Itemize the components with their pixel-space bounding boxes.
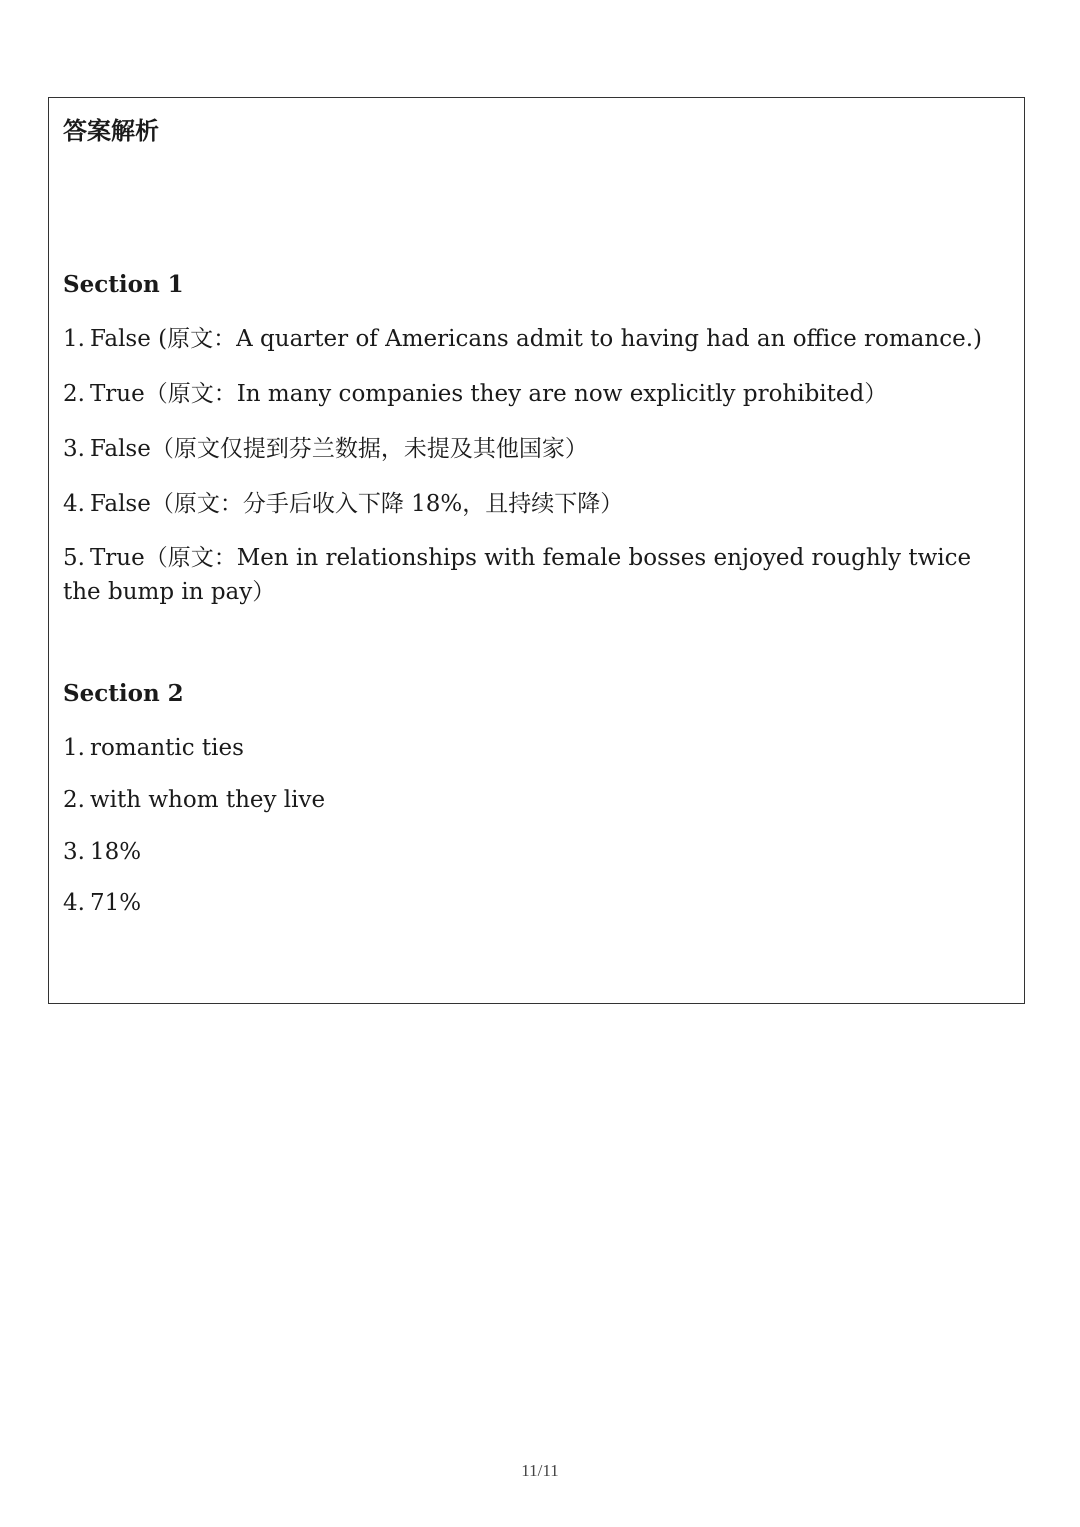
- answer-title: 答案解析: [63, 116, 159, 145]
- item-number: 1.: [63, 735, 85, 761]
- section1-item-5: [63, 541, 1004, 609]
- section1-item-3: [63, 432, 1004, 466]
- section2-heading: Section 2: [63, 680, 184, 707]
- item-number: 3.: [63, 839, 85, 865]
- item-text: False (原文：A quarter of Americans admit to having had an office romance.): [89, 326, 982, 352]
- section2-item-2: [63, 783, 1004, 817]
- section2-item-1: [63, 731, 1004, 765]
- section1-item-1: [63, 322, 1004, 356]
- page-number: 11/11: [521, 1461, 559, 1480]
- item-number: 4.: [63, 491, 85, 517]
- item-number: 2.: [63, 787, 85, 813]
- item-number: 2.: [63, 381, 85, 407]
- item-number: 4.: [63, 890, 85, 916]
- item-text: False（原文仅提到芬兰数据，未提及其他国家）: [89, 436, 588, 462]
- item-number: 5.: [63, 545, 85, 571]
- item-text: with whom they live: [89, 787, 326, 813]
- item-text: True（原文：Men in relationships with female bosses enjoyed roughly twice the bump in pay）: [63, 545, 972, 605]
- section2-item-3: [63, 835, 1004, 869]
- answer-box: [48, 97, 1025, 1004]
- section1-item-2: [63, 377, 1004, 411]
- item-number: 3.: [63, 436, 85, 462]
- section1-item-4: [63, 487, 1004, 521]
- item-number: 1.: [63, 326, 85, 352]
- item-text: True（原文：In many companies they are now explicitly prohibited）: [89, 381, 888, 407]
- item-text: False（原文：分手后收入下降 18%，且持续下降）: [89, 491, 624, 517]
- section1-heading: Section 1: [63, 271, 184, 298]
- section2-item-4: [63, 886, 1004, 920]
- item-text: 71%: [89, 890, 142, 916]
- item-text: 18%: [89, 839, 142, 865]
- item-text: romantic ties: [89, 735, 244, 761]
